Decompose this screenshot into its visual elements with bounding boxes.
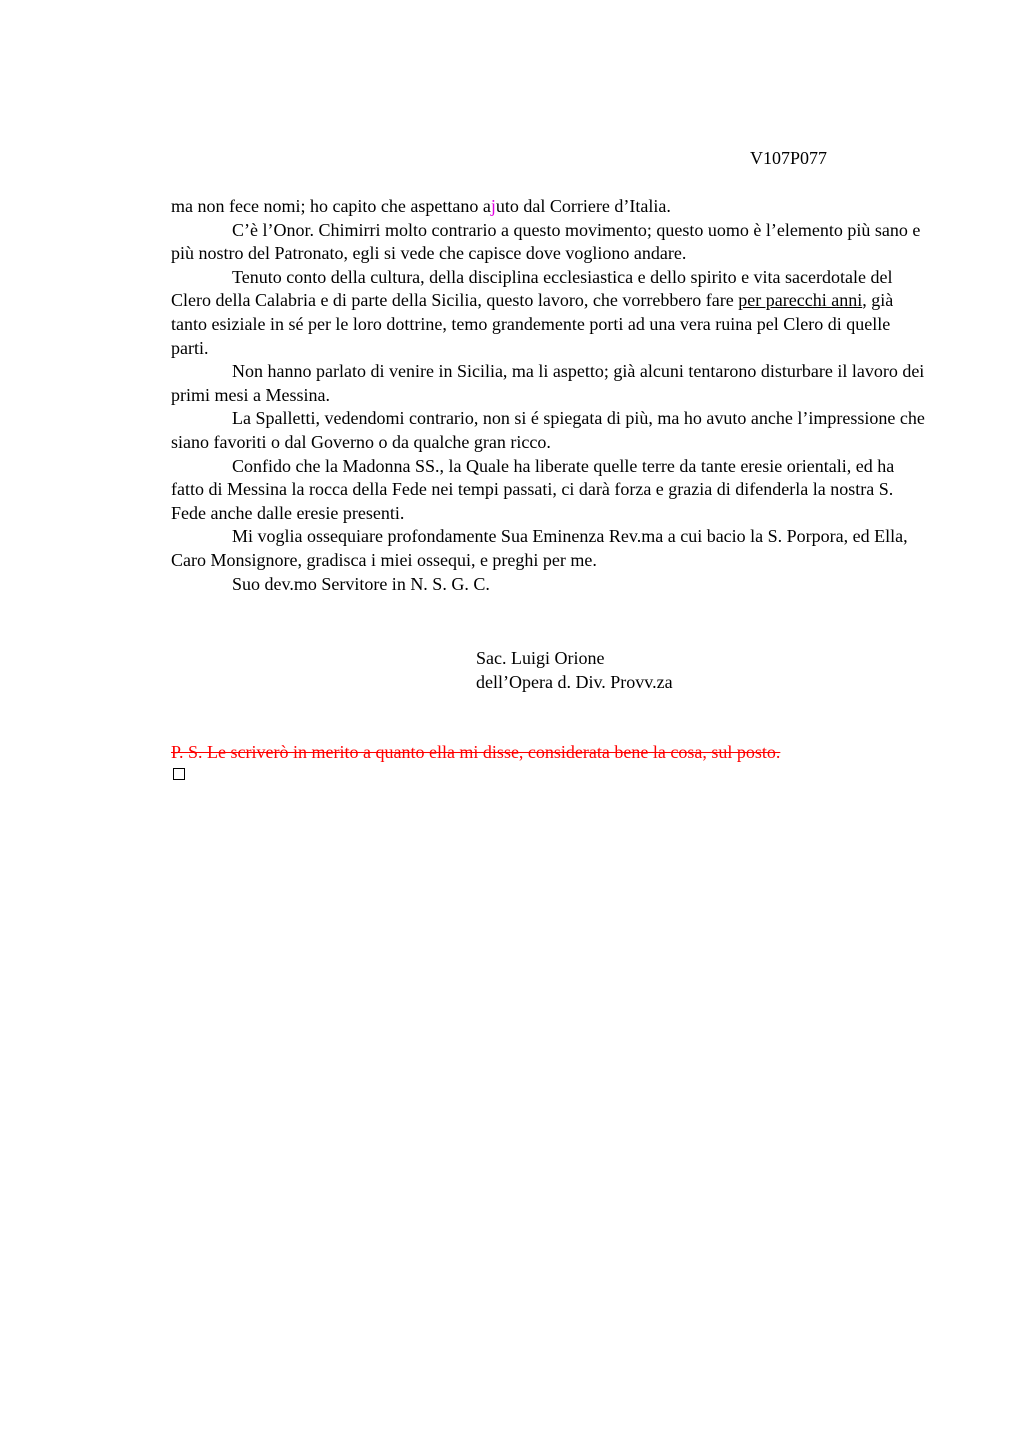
paragraph-1-text-c: uto dal Corriere d’Italia.: [495, 196, 671, 216]
paragraph-4: Non hanno parlato di venire in Sicilia, ma li aspetto; già alcuni tentarono disturbare il lavoro dei primi mesi a Messina.: [171, 361, 925, 405]
letter-body: [171, 195, 931, 596]
paragraph-7: Mi voglia ossequiare profondamente Sua Eminenza Rev.ma a cui bacio la S. Porpora, ed Ella, Caro Monsignore, gradisca i miei ossequi, e preghi per me.: [171, 526, 908, 570]
paragraph-3-text-a: Tenuto conto della cultura, della disciplina ecclesiastica e dello spirito e vita sacerdotale del Clero della Calabria e di parte della Sicilia, questo lavoro, che vorrebbero fare: [171, 266, 893, 311]
paragraph-1-text-a: ma non fece nomi; ho capito che aspettano a: [171, 196, 491, 216]
paragraph-2: C’è l’Onor. Chimirri molto contrario a questo movimento; questo uomo è l’elemento più sano e più nostro del Patronato, egli si vede che capisce dove vogliono andare.: [171, 219, 921, 264]
signature-block: [476, 646, 673, 694]
highlighted-letter: j: [490, 196, 496, 216]
paragraph-1: [171, 195, 931, 219]
signature-name: Sac. Luigi Orione: [476, 648, 605, 668]
page-code: V107P077: [750, 148, 828, 168]
paragraph-6: Confido che la Madonna SS., la Quale ha liberate quelle terre da tante eresie orientali, ed ha fatto di Messina la rocca della Fede nei tempi passati, ci darà forza e grazia di difenderla la nostra S. Fede anche dalle eresie presenti.: [171, 455, 895, 523]
empty-box-icon: [173, 768, 185, 780]
paragraph-3-text-c: , già tanto esiziale in sé per le loro dottrine, temo grandemente porti ad una vera ruina pel Clero di quelle parti.: [171, 290, 894, 358]
postscript-struck: P. S. Le scriverò in merito a quanto ella mi disse, considerata bene la cosa, sul posto.: [171, 742, 781, 762]
underlined-phrase: per parecchi anni: [738, 290, 863, 311]
paragraph-3: [171, 266, 931, 360]
paragraph-8: Suo dev.mo Servitore in N. S. G. C.: [232, 573, 490, 594]
paragraph-5: La Spalletti, vedendomi contrario, non si é spiegata di più, ma ho avuto anche l’impressione che siano favoriti o dal Governo o da qualche gran ricco.: [171, 408, 925, 452]
signature-organization: dell’Opera d. Div. Provv.za: [476, 672, 673, 692]
